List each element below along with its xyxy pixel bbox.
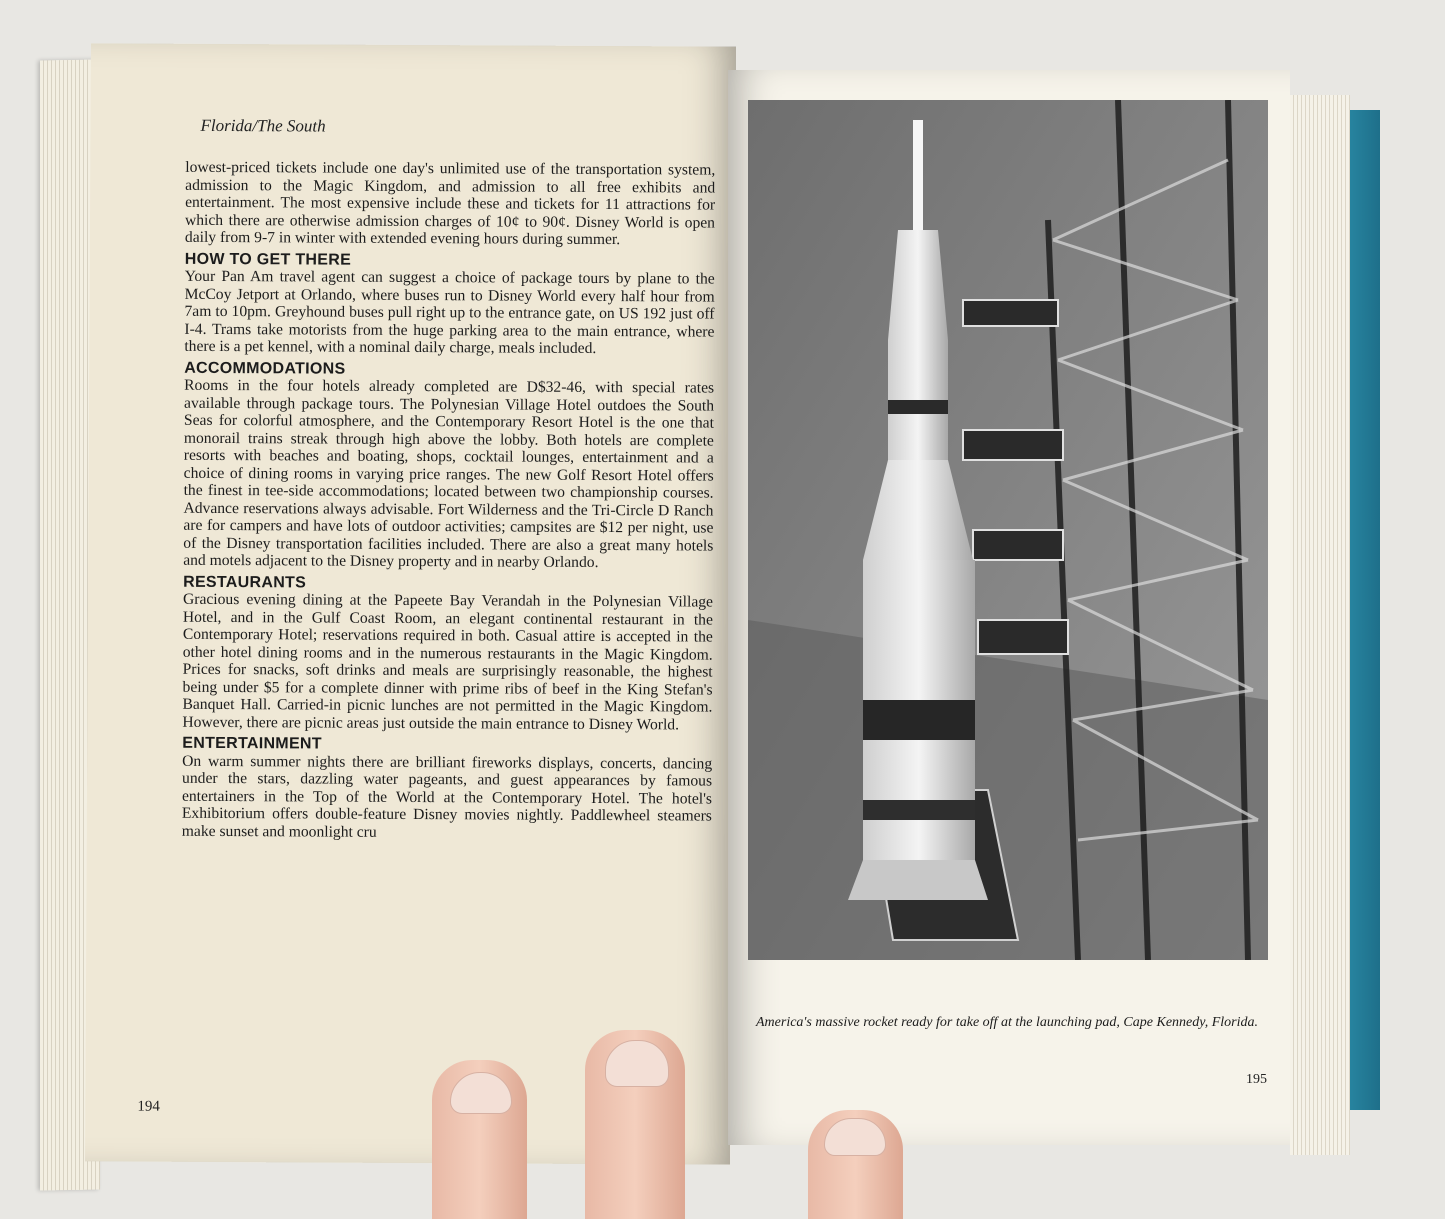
section-heading: RESTAURANTS	[183, 573, 307, 591]
page-number-left: 194	[137, 1098, 160, 1115]
rocket-illustration	[748, 100, 1268, 960]
finger	[432, 1060, 527, 1219]
section-heading: HOW TO GET THERE	[184, 250, 352, 269]
section-text: Gracious evening dining at the Papeete Bay Verandah in the Polynesian Village Hotel, and in the Gulf Coast Room, an elegant continental restaurant in the Contemporary Hotel; reservations required in both. Casual attire is accepted in the other hotel dining rooms and in the numerous restaurants in the Magic Kingdom. Prices for snacks, soft drinks and meals are surprisingly reasonable, the highest being under $5 for a complete dinner with prime ribs of beef in the King Stefan's Banquet Hall. Carried-in picnic lunches are not permitted in the Magic Kingdom. However, there are picnic areas just outside the main entrance to Disney World.	[182, 590, 714, 733]
intro-paragraph: lowest-priced tickets include one day's unlimited use of the transportation system, admission to the Magic Kingdom, and admission to all free exhibits and entertainment. The most expensive include these and tickets for 11 attractions for which there are otherwise admission charges of 10¢ to 90¢. Disney World is open daily from 9-7 in winter with extended evening hours during summer.	[184, 158, 716, 249]
photo-caption: America's massive rocket ready for take off at the launching pad, Cape Kennedy, Florida.	[756, 1015, 1258, 1030]
rocket-photo	[748, 100, 1268, 960]
fingernail	[824, 1118, 886, 1156]
left-page-body	[182, 159, 716, 843]
right-page-edges	[1290, 95, 1350, 1155]
section-text: Your Pan Am travel agent can suggest a choice of package tours by plane to the McCoy Jetport at Orlando, where buses run to Disney World every half hour from 7am to 10pm. Greyhound buses pull right up to the entrance gate, on US 192 just off I-4. Trams take motorists from the huge parking area to the main entrance, where there is a pet kennel, with a nominal daily charge, meals included.	[184, 267, 715, 357]
fingernail	[450, 1072, 512, 1114]
finger	[808, 1110, 903, 1219]
fingernail	[605, 1040, 669, 1087]
running-head: Florida/The South	[200, 115, 326, 136]
finger	[585, 1030, 685, 1219]
section-heading: ENTERTAINMENT	[182, 734, 322, 753]
section-text: On warm summer nights there are brilliant fireworks displays, concerts, dancing under the stars, dazzling water pageants, and guest appearances by famous entertainers in the Top of the World at the Contemporary Hotel. The hotel's Exhibitorium offers double-feature Disney movies nightly. Paddlewheel steamers make sunset and moonlight cru	[181, 752, 713, 841]
page-number-right: 195	[1246, 1072, 1267, 1087]
section-text: Rooms in the four hotels already completed are D$32-46, with special rates available through package tours. The Polynesian Village Hotel outdoes the South Seas for colorful atmosphere, and the Contemporary Resort Hotel is the one that monorail trains streak through high above the lobby. Both hotels are complete resorts with beaches and boating, shops, cocktail lounges, entertainment and a choice of dining rooms in varying price ranges. The new Golf Resort Hotel offers the finest in tee-side accommodations; located between two championship courses. Advance reservations always advisable. Fort Wilderness and the Tri-Circle D Ranch are for campers and have lots of outdoor activities; campsites are $12 per night, use of the Disney transportation facilities included. There are also a great many hotels and motels adjacent to the Disney property and in nearby Orlando.	[183, 376, 715, 571]
left-page	[85, 43, 736, 1164]
section-heading: ACCOMMODATIONS	[184, 359, 346, 378]
right-page	[728, 70, 1290, 1145]
